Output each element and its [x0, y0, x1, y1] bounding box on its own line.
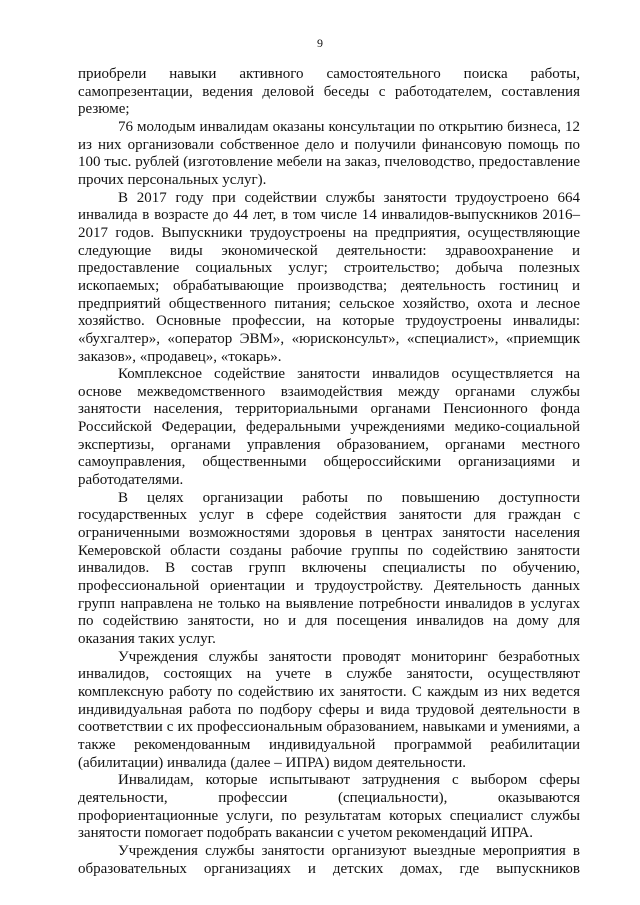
paragraph-4: Комплексное содействие занятости инвалидов осуществляется на основе межведомственного взаимодействия между органами службы занятости населения, территориальными органами Пенсионного фонда Российской Федерации, федеральными учреждениями медико-социальной экспертизы, органами управления образованием, органами местного самоуправления, общественными общероссийскими организациями и работодателями.	[78, 366, 580, 489]
paragraph-7: Инвалидам, которые испытывают затруднения с выбором сферы деятельности, профессии (специальности), оказываются профориентационные услуги, по результатам которых специалист службы занятости помогает подобрать вакансии с учетом рекомендаций ИПРА.	[78, 772, 580, 842]
paragraph-8: Учреждения службы занятости организуют выездные мероприятия в образовательных организациях и детских домах, где выпускников	[78, 842, 580, 877]
document-body	[78, 66, 580, 878]
paragraph-3: В 2017 году при содействии службы занятости трудоустроено 664 инвалида в возрасте до 44 лет, в том числе 14 инвалидов-выпускников 2016–2017 годов. Выпускники трудоустроены на предприятия, осуществляющие следующие виды экономической деятельности: здравоохранение и предоставление социальных услуг; строительство; добыча полезных ископаемых; обрабатывающие производства; деятельность гостиниц и предприятий общественного питания; сельское хозяйство, охота и лесное хозяйство. Основные профессии, на которые трудоустроены инвалиды: «бухгалтер», «оператор ЭВМ», «юрисконсульт», «специалист», «приемщик заказов», «продавец», «токарь».	[78, 189, 580, 365]
paragraph-2: 76 молодым инвалидам оказаны консультации по открытию бизнеса, 12 из них организовали собственное дело и получили финансовую помощь по 100 тыс. рублей (изготовление мебели на заказ, пчеловодство, предоставление прочих персональных услуг).	[78, 118, 580, 188]
paragraph-1: приобрели навыки активного самостоятельного поиска работы, самопрезентации, ведения деловой беседы с работодателем, составления резюме;	[78, 66, 580, 118]
paragraph-5: В целях организации работы по повышению доступности государственных услуг в сфере содействия занятости для граждан с ограниченными возможностями здоровья в центрах занятости населения Кемеровской области созданы рабочие группы по содействию занятости инвалидов. В состав групп включены специалисты по обучению, профессиональной ориентации и трудоустройству. Деятельность данных групп направлена не только на выявление потребности инвалидов в услугах по содействию занятости, но и для посещения инвалидов на дому для оказания таких услуг.	[78, 489, 580, 647]
page-number: 9	[317, 36, 323, 50]
paragraph-6: Учреждения службы занятости проводят мониторинг безработных инвалидов, состоящих на учете в службе занятости, осуществляют комплексную работу по содействию их занятости. С каждым из них ведется индивидуальная работа по подбору сферы и вида трудовой деятельности в соответствии с их профессиональным образованием, навыками и умениями, а также рекомендованным индивидуальной программой реабилитации (абилитации) инвалида (далее – ИПРА) видом деятельности.	[78, 648, 580, 771]
